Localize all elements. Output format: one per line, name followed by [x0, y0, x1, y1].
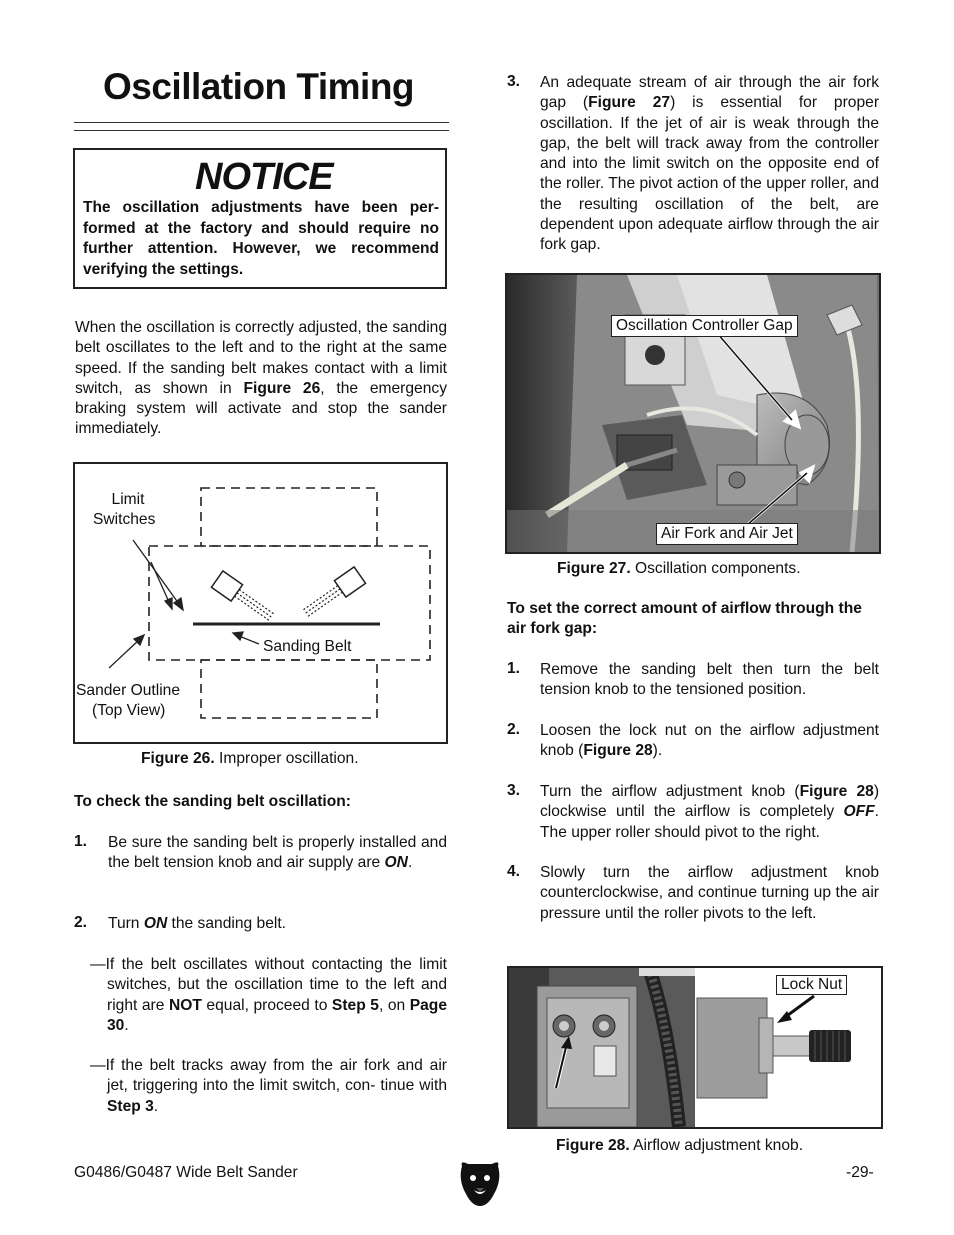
- intro-figure-ref: Figure 26: [243, 379, 321, 397]
- airflow-step-3: Turn the airflow adjustment knob (Figure 28) clockwise until the airflow is completely OFF. The upper roller should pivot to the right.: [540, 783, 880, 841]
- notice-text: The oscillation adjustments have been per- formed at the factory and should require no further attention. However, we recommend verifying the settings.: [83, 199, 439, 278]
- limit-switches-label: Limit: [111, 491, 145, 508]
- check-step-1-number: 1.: [74, 833, 88, 850]
- sanding-belt-arrow: [239, 636, 259, 644]
- top-dashed-outline: [201, 488, 377, 546]
- lock-nut-label: Lock Nut: [776, 975, 847, 995]
- figure-27-caption: Figure 27. Oscillation components.: [557, 560, 801, 577]
- check-step-2-number: 2.: [74, 914, 88, 931]
- dash-item-2: —If the belt tracks away from the air fork and air jet, triggering into the limit switch, con- tinue with Step 3.: [90, 1057, 447, 1115]
- right-limit-switch: [299, 567, 365, 622]
- airflow-step-4-number: 4.: [507, 863, 521, 880]
- check-step-2: Turn ON the sanding belt.: [108, 915, 286, 932]
- sanding-belt-label: Sanding Belt: [263, 638, 352, 655]
- sander-outline-label: Sander Outline: [76, 682, 181, 699]
- figure-27-photo: [505, 273, 881, 554]
- airflow-step-1: Remove the sanding belt then turn the belt tension knob to the tensioned position.: [540, 661, 879, 699]
- limit-switch-arrow-2: [151, 562, 169, 602]
- airflow-step-3-number: 3.: [507, 782, 521, 799]
- sander-outline-arrow: [109, 640, 139, 668]
- bottom-dashed-outline: [201, 660, 377, 718]
- limit-switches-label-2: Switches: [93, 511, 156, 528]
- figure-26-caption: Figure 26. Improper oscillation.: [141, 750, 359, 767]
- right-step-3-number: 3.: [507, 73, 521, 90]
- figure-28-photo: [507, 966, 883, 1129]
- airflow-step-4: Slowly turn the airflow adjustment knob counterclockwise, and continue turning up the air pressure until the roller pivots to the left.: [540, 864, 879, 922]
- notice-box: [73, 148, 447, 289]
- check-step-1: Be sure the sanding belt is properly installed and the belt tension knob and air supply are ON.: [108, 834, 447, 872]
- check-heading: To check the sanding belt oscillation:: [74, 793, 351, 810]
- footer-page-number: -29-: [846, 1164, 874, 1181]
- airflow-heading: To set the correct amount of airflow through the air fork gap:: [507, 600, 862, 638]
- bear-logo-icon: [458, 1160, 502, 1208]
- figure-28-caption: Figure 28. Airflow adjustment knob.: [556, 1137, 804, 1154]
- right-step-3: An adequate stream of air through the air fork gap (Figure 27) is essential for proper oscillation. If the jet of air is weak through the gap, the belt will track away from the controller and into the limit switch on the opposite end of the roller. The pivot action of the upper roller, and the resulting oscillation of the belt, are dependent upon adequate airflow through the air fork gap.: [540, 74, 880, 254]
- air-fork-label: Air Fork and Air Jet: [656, 523, 798, 545]
- notice-heading: NOTICE: [195, 156, 333, 198]
- footer-model: G0486/G0487 Wide Belt Sander: [74, 1164, 298, 1181]
- title-rule-bottom: [74, 130, 449, 131]
- top-view-label: (Top View): [92, 702, 166, 719]
- figure-26: [73, 462, 448, 744]
- arrow-head: [165, 598, 172, 609]
- intro-text-1: When the oscillation is correctly adjusted, the sanding belt oscillates to the left and to the right at the same speed. If the sanding belt makes contact with a limit switch, as shown in: [75, 319, 447, 397]
- dash-item-1: —If the belt oscillates without contacting the limit switches, but the oscillation time to the left and right are NOT equal, proceed to Step 5, on Page 30.: [90, 956, 447, 1034]
- intro-paragraph: [75, 318, 447, 440]
- airflow-step-2-number: 2.: [507, 721, 521, 738]
- oscillation-controller-gap-label: Oscillation Controller Gap: [611, 315, 798, 337]
- airflow-step-2: Loosen the lock nut on the airflow adjustment knob (Figure 28).: [540, 722, 879, 760]
- arrow-head: [233, 632, 243, 640]
- left-limit-switch: [211, 571, 277, 626]
- airflow-step-1-number: 1.: [507, 660, 521, 677]
- title-rule-top: [74, 122, 449, 123]
- intro-text-2: , the emergency braking system will activate and stop the sander immediately.: [75, 379, 447, 438]
- page-title: Oscillation Timing: [103, 66, 415, 107]
